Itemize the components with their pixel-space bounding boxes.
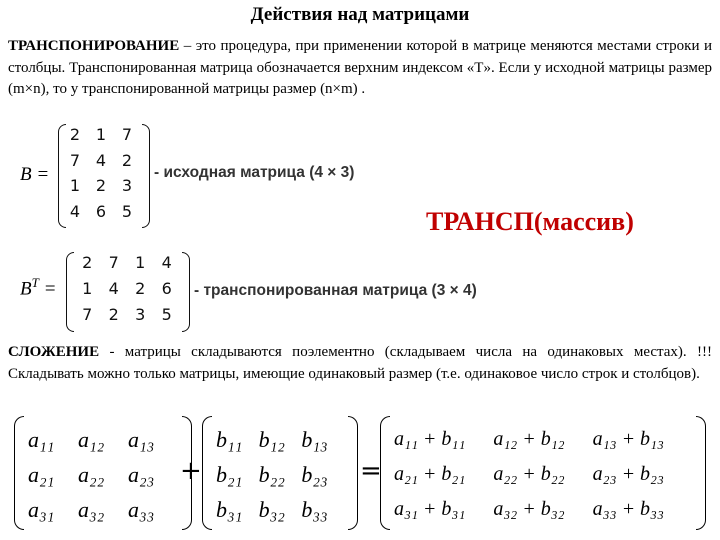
matrix-cell: 4 xyxy=(95,150,107,170)
matrix-cell: 2 xyxy=(108,305,119,324)
matrix-cell: a₂₂ xyxy=(78,461,105,487)
matrix-b-label-group: B = xyxy=(20,164,50,185)
matrix-bt-superscript: T xyxy=(31,275,39,290)
matrix-bt-label: B xyxy=(20,278,32,300)
matrix-cell: 2 xyxy=(135,279,146,298)
matrix-cell: 2 xyxy=(121,150,133,170)
transpose-term: ТРАНСПОНИРОВАНИЕ xyxy=(8,38,180,54)
matrix-cell: a₃₂ + b₃₂ xyxy=(493,498,565,520)
matrix-cell: b₂₂ xyxy=(258,461,285,487)
matrix-bt xyxy=(66,252,190,332)
matrix-b-right-bracket xyxy=(142,124,150,228)
plus-sign: + xyxy=(180,456,202,486)
matrix-cell: 2 xyxy=(95,176,107,195)
matrix-b xyxy=(58,124,150,228)
matrix-cell: 5 xyxy=(121,201,133,221)
matrix-cell: 4 xyxy=(69,201,81,221)
transpose-text: – это процедура, при применении которой в матрице меняются местами строки и столбцы. Транспонированная матрица обозначается верхним индексом «T». Если у исходной матрицы размер (m×n), то у транспонированной матрицы размер (n×m) . xyxy=(8,38,712,97)
matrix-b-sum-left-bracket xyxy=(202,416,212,530)
page-title: Действия над матрицами xyxy=(250,4,470,25)
matrix-bt-right-bracket xyxy=(182,252,190,332)
matrix-cell: 7 xyxy=(108,253,119,272)
matrix-cell: 7 xyxy=(82,305,93,324)
matrix-b-sum-right-bracket xyxy=(348,416,358,530)
formula-matrix-a xyxy=(14,416,192,528)
addition-text: - матрицы складываются поэлементно (складываем числа на одинаковых местах). !!! Складывать можно только матрицы, имеющие одинаковый размер (т.е. одинаковое число строк и столбцов). xyxy=(8,344,712,382)
matrix-cell: a₁₃ xyxy=(128,426,155,452)
matrix-cell: a₁₂ xyxy=(78,426,105,452)
matrix-cell: 6 xyxy=(95,201,107,221)
formula-matrix-b xyxy=(202,416,358,528)
matrix-cell: 1 xyxy=(82,279,93,298)
matrix-bt-left-bracket xyxy=(66,252,74,332)
addition-term: СЛОЖЕНИЕ xyxy=(8,344,100,360)
matrix-cell: 3 xyxy=(135,305,146,324)
matrix-cell: a₂₃ + b₂₃ xyxy=(592,463,664,485)
matrix-cell: 2 xyxy=(82,253,93,272)
matrix-cell: 1 xyxy=(69,176,81,195)
matrix-sum-left-bracket xyxy=(380,416,390,530)
formula-matrix-sum xyxy=(380,416,706,528)
matrix-bt-cells xyxy=(74,253,180,331)
matrix-b-cells xyxy=(62,125,140,227)
matrix-cell: b₂₁ xyxy=(216,461,243,487)
matrix-cell: a₂₂ + b₂₂ xyxy=(493,463,565,485)
matrix-cell: 2 xyxy=(69,125,81,144)
matrix-b-sum-cells xyxy=(216,422,344,527)
matrix-cell: b₂₃ xyxy=(301,461,328,487)
matrix-cell: b₁₁ xyxy=(216,426,243,452)
matrix-b-description: - исходная матрица (4 × 3) xyxy=(154,164,355,181)
matrix-cell: 4 xyxy=(108,279,119,298)
matrix-cell: 4 xyxy=(161,253,172,272)
matrix-cell: a₁₁ + b₁₁ xyxy=(394,428,466,450)
matrix-cell: 5 xyxy=(161,305,172,324)
matrix-cell: b₃₂ xyxy=(258,496,285,522)
matrix-cell: a₁₁ xyxy=(28,426,55,452)
equals-sign: = xyxy=(360,456,382,486)
matrix-cell: a₃₁ + b₃₁ xyxy=(394,498,466,520)
matrix-cell: 7 xyxy=(121,125,133,144)
matrix-a-cells xyxy=(28,422,178,527)
matrix-cell: a₃₃ xyxy=(128,496,155,522)
matrix-cell: b₃₃ xyxy=(301,496,328,522)
transpose-function-name: ТРАНСП(массив) xyxy=(426,207,634,236)
matrix-cell: a₁₂ + b₁₂ xyxy=(493,428,565,450)
matrix-sum-right-bracket xyxy=(696,416,706,530)
matrix-cell: a₂₁ xyxy=(28,461,55,487)
matrix-b-label: B xyxy=(20,164,32,185)
matrix-cell: 7 xyxy=(69,150,81,170)
matrix-sum-cells xyxy=(394,422,692,527)
matrix-cell: a₃₁ xyxy=(28,496,55,522)
matrix-cell: 1 xyxy=(95,125,107,144)
matrix-cell: a₂₃ xyxy=(128,461,155,487)
matrix-bt-label-group: $B^T$ = xyxy=(20,275,57,300)
matrix-cell: 3 xyxy=(121,176,133,195)
matrix-cell: a₂₁ + b₂₁ xyxy=(394,463,466,485)
matrix-cell: b₁₃ xyxy=(301,426,328,452)
transpose-paragraph xyxy=(8,36,712,101)
matrix-cell: b₃₁ xyxy=(216,496,243,522)
matrix-cell: a₃₂ xyxy=(78,496,105,522)
matrix-a-left-bracket xyxy=(14,416,24,530)
matrix-cell: b₁₂ xyxy=(258,426,285,452)
matrix-cell: 6 xyxy=(161,279,172,298)
addition-paragraph xyxy=(8,342,712,385)
matrix-cell: a₃₃ + b₃₃ xyxy=(592,498,664,520)
matrix-cell: 1 xyxy=(135,253,146,272)
matrix-bt-description: - транспонированная матрица (3 × 4) xyxy=(194,282,477,299)
matrix-cell: a₁₃ + b₁₃ xyxy=(592,428,664,450)
